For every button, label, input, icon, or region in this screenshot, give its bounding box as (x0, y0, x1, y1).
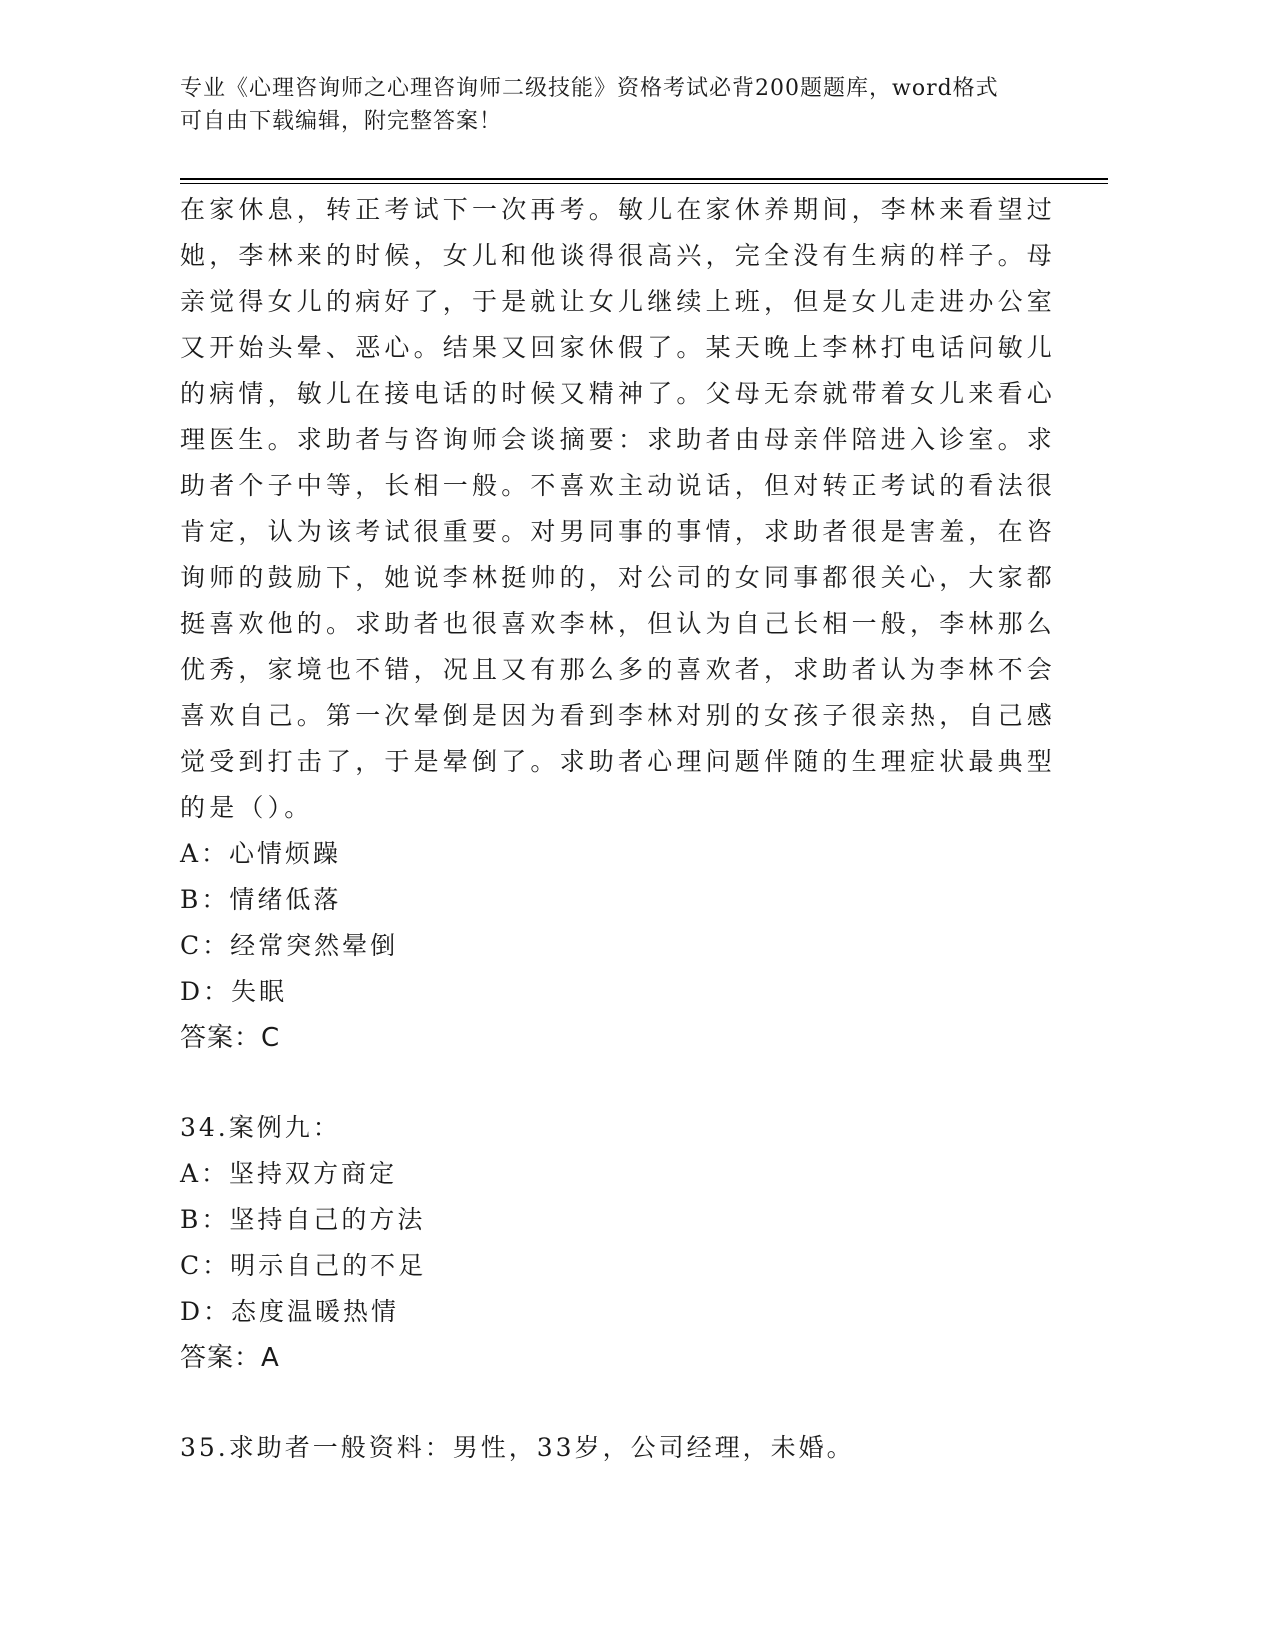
question-text-line: 肯定，认为该考试很重要。对男同事的事情，求助者很是害羞，在咨 (180, 517, 1057, 546)
question-text-line: 的是（）。 (180, 793, 314, 822)
document-body (180, 187, 1060, 1471)
option-a: A：心情烦躁 (180, 839, 342, 868)
spacer (180, 1061, 1060, 1105)
option-d: D：态度温暖热情 (180, 1297, 400, 1326)
spacer (180, 1381, 1060, 1425)
answer-label: 答案：A (180, 1343, 280, 1373)
option-b: B：坚持自己的方法 (180, 1205, 426, 1234)
question-35 (180, 1425, 1060, 1471)
option-c: C：明示自己的不足 (180, 1251, 427, 1280)
header-line-1: 专业《心理咨询师之心理咨询师二级技能》资格考试必背200题题库，word格式 (180, 76, 999, 101)
question-title: 34.案例九： (180, 1113, 341, 1142)
option-c: C：经常突然晕倒 (180, 931, 399, 960)
question-text-line: 她，李林来的时候，女儿和他谈得很高兴，完全没有生病的样子。母 (180, 241, 1057, 270)
question-text-line: 喜欢自己。第一次晕倒是因为看到李林对别的女孩子很亲热，自己感 (180, 701, 1057, 730)
question-text-line: 询师的鼓励下，她说李林挺帅的，对公司的女同事都很关心，大家都 (180, 563, 1057, 592)
question-34 (180, 1105, 1060, 1381)
document-header (180, 72, 1060, 138)
question-text-line: 挺喜欢他的。求助者也很喜欢李林，但认为自己长相一般，李林那么 (180, 609, 1057, 638)
header-divider-thin (180, 183, 1108, 184)
header-divider-thick (180, 178, 1108, 180)
question-title: 35.求助者一般资料：男性，33岁，公司经理，未婚。 (180, 1433, 855, 1462)
option-a: A：坚持双方商定 (180, 1159, 398, 1188)
question-text-line: 的病情，敏儿在接电话的时候又精神了。父母无奈就带着女儿来看心 (180, 379, 1057, 408)
question-text-line: 理医生。求助者与咨询师会谈摘要：求助者由母亲伴陪进入诊室。求 (180, 425, 1057, 454)
answer-label: 答案：C (180, 1023, 281, 1053)
question-text-line: 助者个子中等，长相一般。不喜欢主动说话，但对转正考试的看法很 (180, 471, 1057, 500)
question-text-line: 觉受到打击了，于是晕倒了。求助者心理问题伴随的生理症状最典型 (180, 747, 1057, 776)
question-text-line: 优秀，家境也不错，况且又有那么多的喜欢者，求助者认为李林不会 (180, 655, 1057, 684)
option-b: B：情绪低落 (180, 885, 342, 914)
question-text-line: 亲觉得女儿的病好了，于是就让女儿继续上班，但是女儿走进办公室 (180, 287, 1057, 316)
question-text-line: 又开始头晕、恶心。结果又回家休假了。某天晚上李林打电话问敏儿 (180, 333, 1057, 362)
header-line-2: 可自由下载编辑，附完整答案！ (180, 109, 503, 134)
question-33 (180, 187, 1060, 1061)
option-d: D：失眠 (180, 977, 288, 1006)
question-text-line: 在家休息，转正考试下一次再考。敏儿在家休养期间，李林来看望过 (180, 195, 1057, 224)
